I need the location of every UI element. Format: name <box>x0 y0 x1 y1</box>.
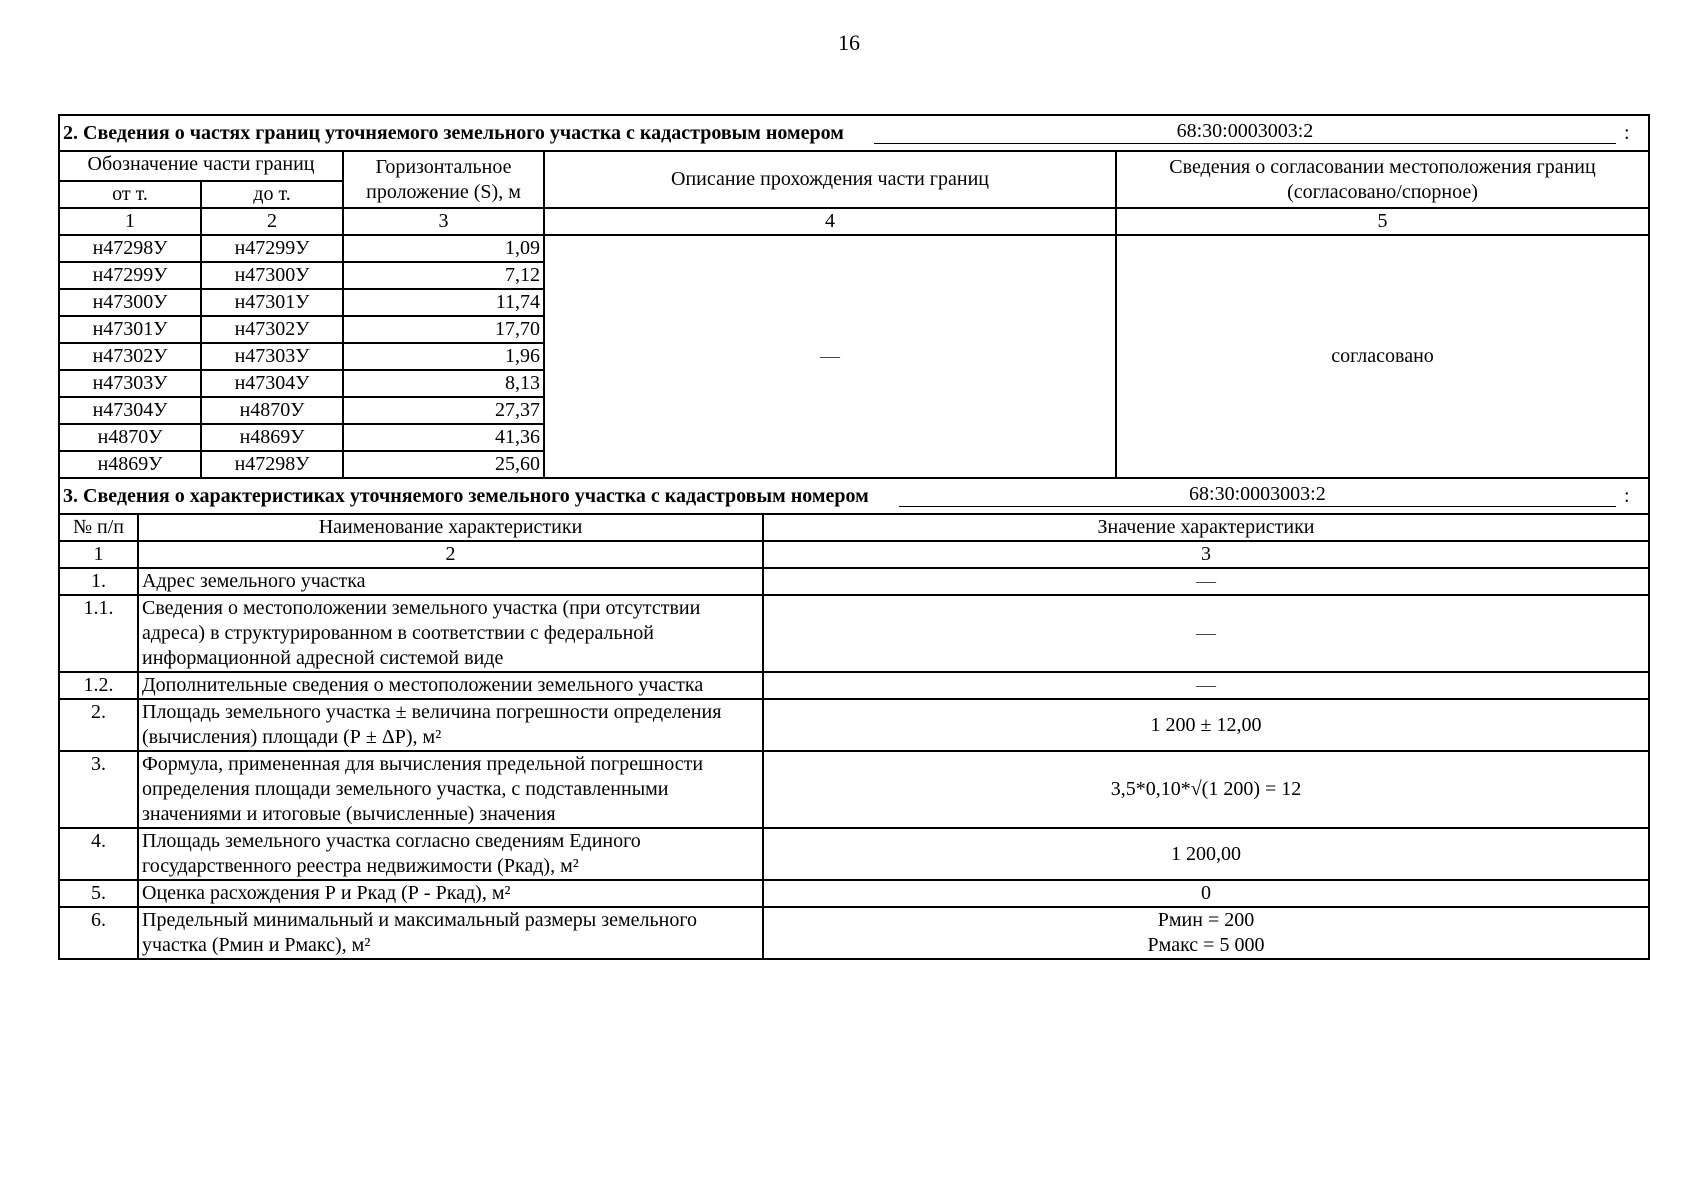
section3-table <box>58 477 1650 960</box>
table-row <box>59 751 1649 828</box>
section2-col-header-row <box>59 151 1649 181</box>
col-number: 3 <box>343 208 544 235</box>
table-row <box>59 672 1649 699</box>
row-number: 1.2. <box>59 672 138 699</box>
row-number: 1. <box>59 568 138 595</box>
point-to: н4870У <box>201 397 343 424</box>
point-from: н47304У <box>59 397 201 424</box>
point-from: н4870У <box>59 424 201 451</box>
characteristic-value-pair <box>763 907 1649 959</box>
header-no: № п/п <box>59 514 138 541</box>
col-number: 2 <box>201 208 343 235</box>
characteristic-name: Площадь земельного участка ± величина погрешности определения (вычисления) площади (Р ± ΔР), м² <box>138 699 763 751</box>
point-from: н47300У <box>59 289 201 316</box>
section2-colon: : <box>1624 121 1630 144</box>
section2-title: 2. Сведения о частях границ уточняемого земельного участка с кадастровым номером <box>63 121 844 144</box>
point-to: н47301У <box>201 289 343 316</box>
point-from: н4869У <box>59 451 201 478</box>
agreement-value: согласовано <box>1116 235 1649 478</box>
point-to: н47303У <box>201 343 343 370</box>
horizontal-length: 25,60 <box>343 451 544 478</box>
row-number: 1.1. <box>59 595 138 672</box>
characteristic-value: 0 <box>763 880 1649 907</box>
horizontal-length: 1,96 <box>343 343 544 370</box>
horizontal-length: 27,37 <box>343 397 544 424</box>
point-to: н47299У <box>201 235 343 262</box>
col-number: 3 <box>763 541 1649 568</box>
header-horizontal: Горизонтальное проложение (S), м <box>343 151 544 208</box>
characteristic-name: Сведения о местоположении земельного участка (при отсутствии адреса) в структурированном в соответствии с федеральной информационной адресной системой виде <box>138 595 763 672</box>
row-number: 3. <box>59 751 138 828</box>
characteristic-value: — <box>763 595 1649 672</box>
table-row <box>59 828 1649 880</box>
horizontal-length: 7,12 <box>343 262 544 289</box>
point-to: н47304У <box>201 370 343 397</box>
section2-col-numbers-row <box>59 208 1649 235</box>
header-from: от т. <box>59 181 201 208</box>
point-to: н47300У <box>201 262 343 289</box>
horizontal-length: 8,13 <box>343 370 544 397</box>
characteristic-name: Предельный минимальный и максимальный размеры земельного участка (Рмин и Рмакс), м² <box>138 907 763 959</box>
row-number: 4. <box>59 828 138 880</box>
header-agreement: Сведения о согласовании местоположения границ (согласовано/спорное) <box>1116 151 1649 208</box>
point-to: н47302У <box>201 316 343 343</box>
header-to: до т. <box>201 181 343 208</box>
characteristic-value: 1 200,00 <box>763 828 1649 880</box>
characteristic-name: Адрес земельного участка <box>138 568 763 595</box>
section3-header-row <box>59 478 1649 514</box>
header-description: Описание прохождения части границ <box>544 151 1116 208</box>
row-number: 6. <box>59 907 138 959</box>
col-number: 4 <box>544 208 1116 235</box>
description-value: — <box>544 235 1116 478</box>
min-area-value: Рмин = 200 <box>1157 909 1255 931</box>
characteristic-name: Площадь земельного участка согласно сведениям Единого государственного реестра недвижимости (Ркад), м² <box>138 828 763 880</box>
document-body <box>58 114 1648 960</box>
section3-col-numbers-row <box>59 541 1649 568</box>
horizontal-length: 1,09 <box>343 235 544 262</box>
characteristic-name: Дополнительные сведения о местоположении земельного участка <box>138 672 763 699</box>
header-value: Значение характеристики <box>763 514 1649 541</box>
horizontal-length: 11,74 <box>343 289 544 316</box>
col-number: 2 <box>138 541 763 568</box>
point-from: н47303У <box>59 370 201 397</box>
table-row <box>59 568 1649 595</box>
col-number: 1 <box>59 208 201 235</box>
table-row <box>59 235 1649 262</box>
characteristic-value: — <box>763 568 1649 595</box>
section3-colon: : <box>1624 484 1630 507</box>
col-number: 1 <box>59 541 138 568</box>
page-number: 16 <box>838 30 860 55</box>
row-number: 5. <box>59 880 138 907</box>
max-area-value: Рмакс = 5 000 <box>1147 934 1265 956</box>
point-from: н47299У <box>59 262 201 289</box>
characteristic-value: 1 200 ± 12,00 <box>763 699 1649 751</box>
table-row <box>59 880 1649 907</box>
characteristic-value: — <box>763 672 1649 699</box>
horizontal-length: 17,70 <box>343 316 544 343</box>
table-row <box>59 595 1649 672</box>
point-from: н47298У <box>59 235 201 262</box>
point-from: н47301У <box>59 316 201 343</box>
section3-cadastral-number: 68:30:0003003:2 <box>899 482 1616 507</box>
col-number: 5 <box>1116 208 1649 235</box>
horizontal-length: 41,36 <box>343 424 544 451</box>
header-part-designation: Обозначение части границ <box>59 151 343 181</box>
section3-col-header-row <box>59 514 1649 541</box>
characteristic-name: Формула, примененная для вычисления предельной погрешности определения площади земельного участка, с подставленными значениями и итоговые (вычисленные) значения <box>138 751 763 828</box>
point-to: н47298У <box>201 451 343 478</box>
table-row <box>59 699 1649 751</box>
table-row <box>59 907 1649 959</box>
point-from: н47302У <box>59 343 201 370</box>
point-to: н4869У <box>201 424 343 451</box>
characteristic-name: Оценка расхождения Р и Ркад (Р - Ркад), м² <box>138 880 763 907</box>
header-name: Наименование характеристики <box>138 514 763 541</box>
section2-header-row <box>59 115 1649 151</box>
section3-title: 3. Сведения о характеристиках уточняемого земельного участка с кадастровым номером <box>63 484 869 507</box>
characteristic-value: 3,5*0,10*√(1 200) = 12 <box>763 751 1649 828</box>
row-number: 2. <box>59 699 138 751</box>
section2-cadastral-number: 68:30:0003003:2 <box>874 119 1616 144</box>
section2-table <box>58 114 1650 479</box>
